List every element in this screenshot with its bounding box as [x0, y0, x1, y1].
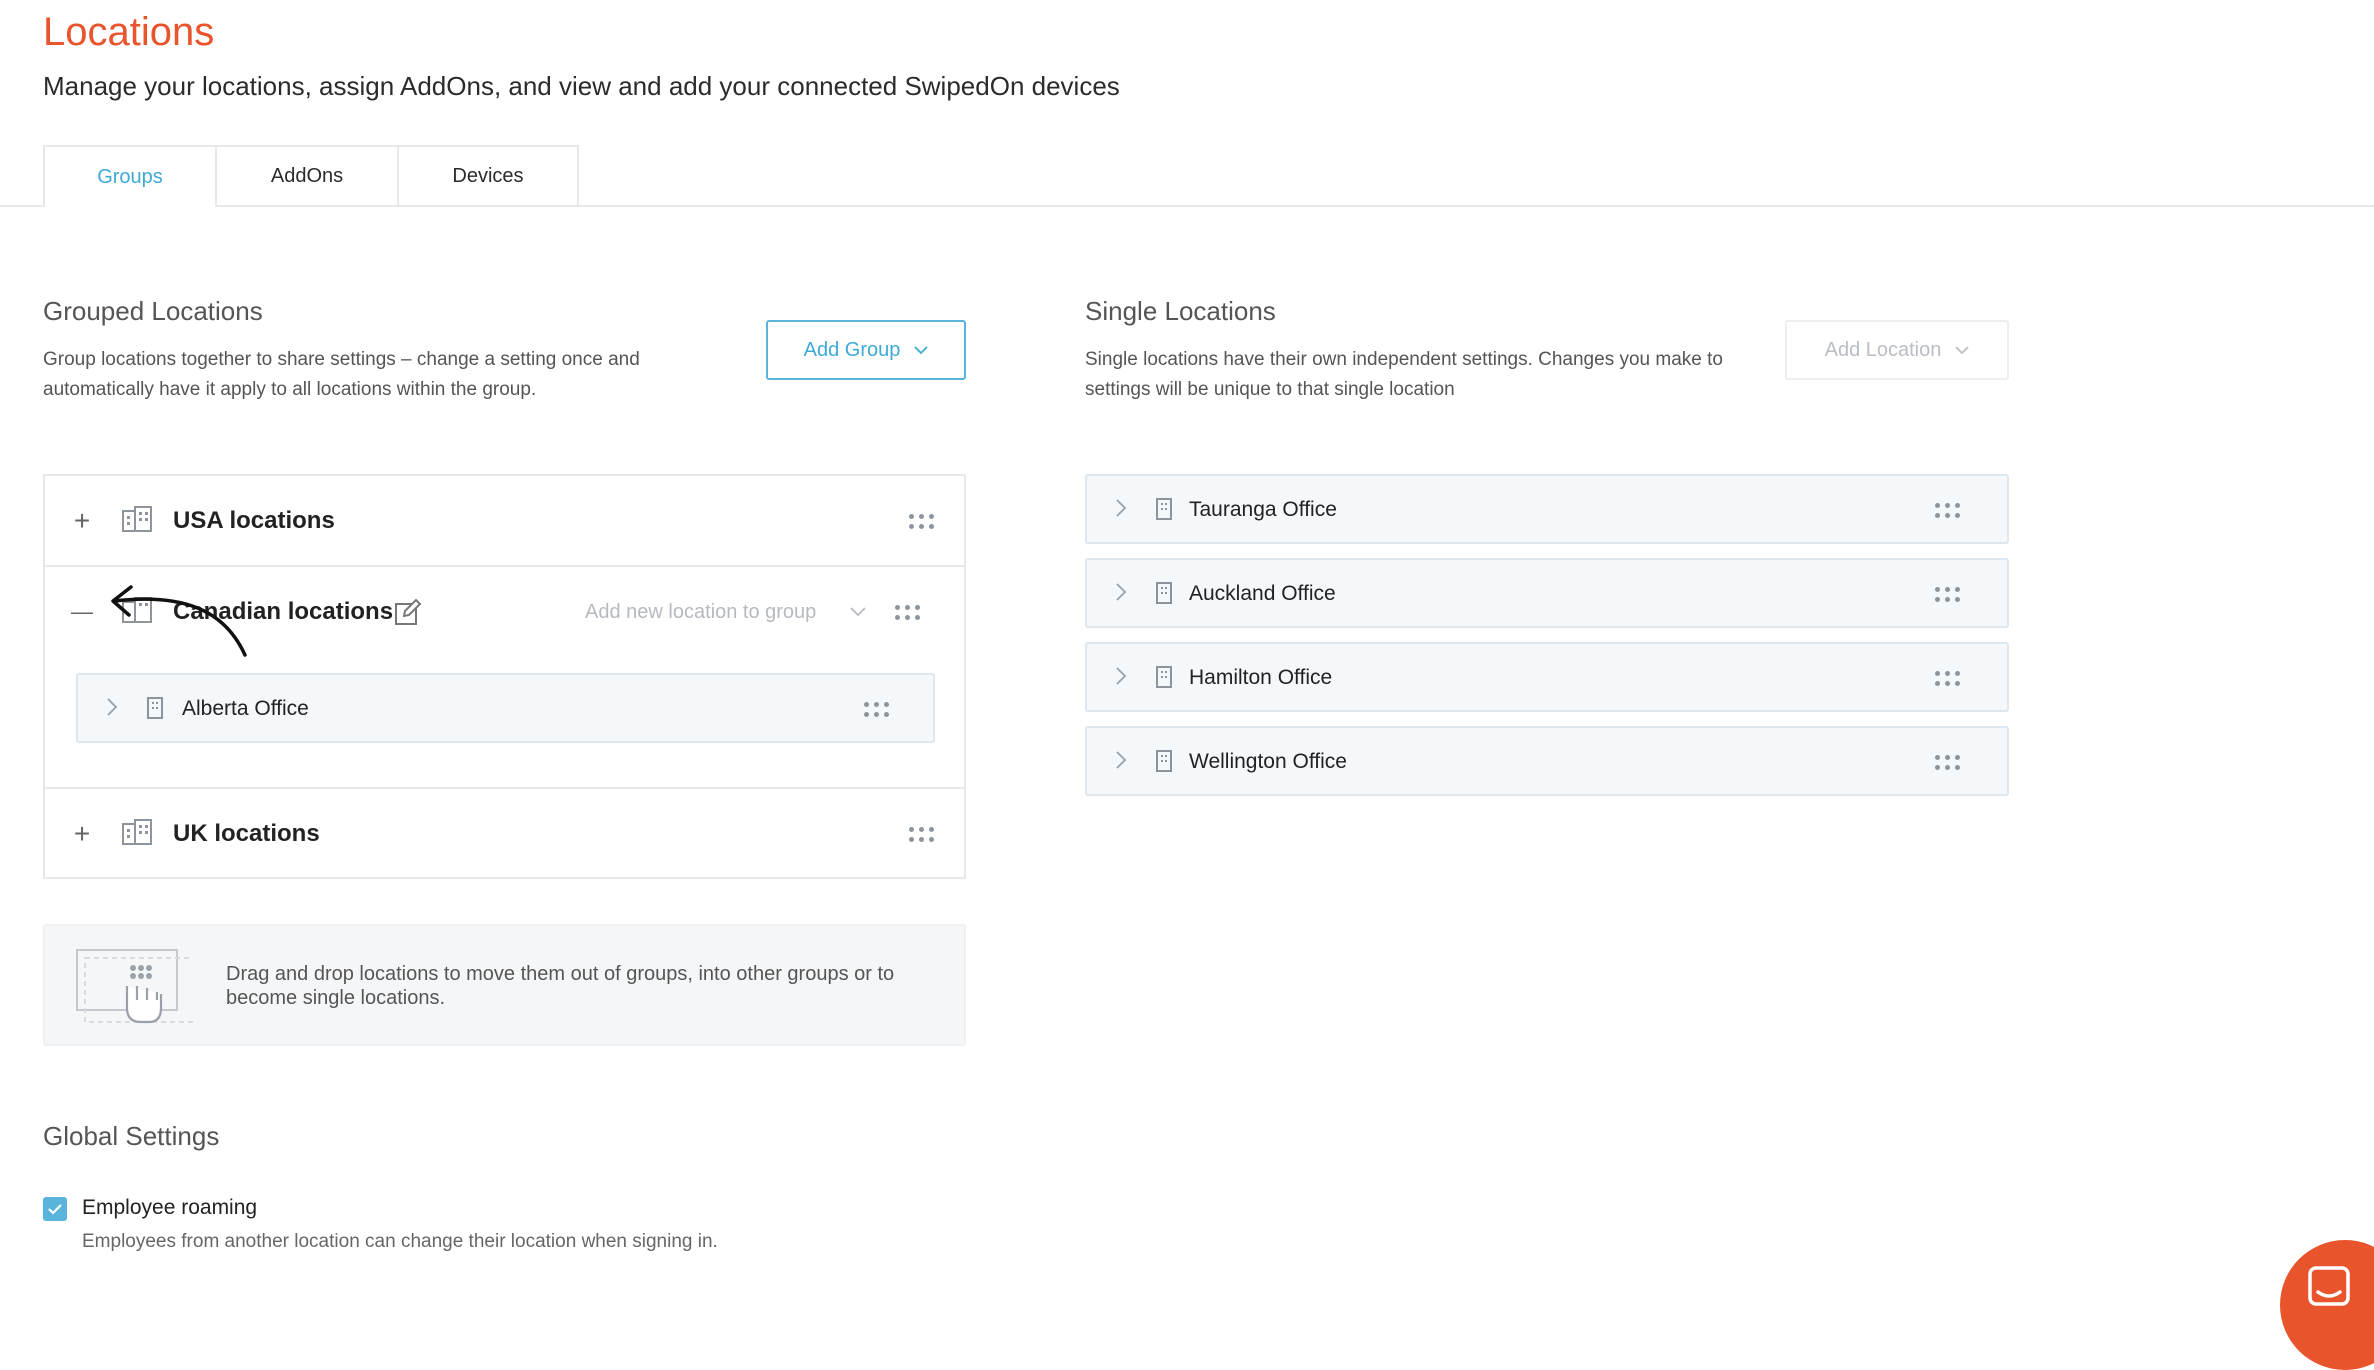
location-card-hamilton[interactable]	[1085, 642, 2009, 712]
page-subtitle: Manage your locations, assign AddOns, and view and add your connected SwipedOn devices	[43, 71, 1120, 101]
group-row-usa[interactable]	[45, 476, 964, 566]
drag-handle-icon[interactable]	[895, 605, 920, 620]
building-icon	[146, 697, 164, 719]
building-icon	[1155, 666, 1173, 688]
building-icon	[1155, 582, 1173, 604]
drag-drop-hint	[43, 924, 966, 1046]
chat-launcher-button[interactable]	[2280, 1240, 2374, 1370]
employee-roaming-checkbox[interactable]	[43, 1197, 67, 1221]
grouped-locations-panel	[43, 474, 966, 879]
tab-addons[interactable]: AddOns	[215, 145, 399, 205]
chevron-right-icon[interactable]	[106, 697, 118, 717]
add-location-to-group-select[interactable]: Add new location to group	[585, 600, 817, 623]
location-card-alberta[interactable]	[76, 673, 935, 743]
chevron-right-icon[interactable]	[1115, 582, 1127, 602]
hint-text-line-2: become single locations.	[226, 987, 446, 1009]
page-title: Locations	[43, 10, 215, 54]
drag-handle-icon[interactable]	[909, 514, 934, 529]
location-name: Alberta Office	[182, 697, 309, 720]
group-name: Canadian locations	[173, 598, 394, 625]
buildings-icon	[121, 505, 153, 533]
single-locations-title: Single Locations	[1085, 296, 1276, 326]
building-icon	[1155, 498, 1173, 520]
location-card-tauranga[interactable]	[1085, 474, 2009, 544]
employee-roaming-description: Employees from another location can change their location when signing in.	[82, 1231, 718, 1252]
grouped-locations-description: Group locations together to share settings – change a setting once and automatically have it apply to all locations within the group.	[43, 349, 640, 400]
tab-groups[interactable]: Groups	[43, 145, 217, 207]
collapse-icon[interactable]: —	[71, 599, 93, 624]
chevron-down-icon	[914, 345, 928, 355]
expand-icon[interactable]: +	[73, 818, 91, 849]
location-name: Tauranga Office	[1189, 498, 1337, 521]
hint-text-line-1: Drag and drop locations to move them out of groups, into other groups or to	[226, 963, 895, 985]
employee-roaming-label[interactable]: Employee roaming	[82, 1196, 258, 1219]
annotation-arrow-icon	[95, 581, 255, 661]
location-name: Auckland Office	[1189, 582, 1336, 605]
drag-handle-icon[interactable]	[1935, 503, 1960, 518]
location-card-wellington[interactable]	[1085, 726, 2009, 796]
group-name: UK locations	[173, 820, 320, 847]
expand-icon[interactable]: +	[73, 505, 91, 536]
location-card-auckland[interactable]	[1085, 558, 2009, 628]
location-name: Hamilton Office	[1189, 666, 1333, 689]
chat-icon	[2304, 1264, 2354, 1314]
chevron-down-icon[interactable]	[850, 607, 866, 617]
chevron-down-icon	[1955, 345, 1969, 355]
tab-devices[interactable]: Devices	[397, 145, 579, 205]
drag-handle-icon[interactable]	[1935, 671, 1960, 686]
grouped-locations-title: Grouped Locations	[43, 296, 263, 326]
add-location-button[interactable]: Add Location	[1785, 320, 2009, 380]
location-name: Wellington Office	[1189, 750, 1347, 773]
single-locations-description: Single locations have their own independent settings. Changes you make to settings will be unique to that single location	[1085, 349, 1723, 400]
building-icon	[1155, 750, 1173, 772]
drag-drop-illustration-icon	[75, 946, 193, 1028]
check-icon	[47, 1203, 63, 1215]
buildings-icon	[121, 818, 153, 846]
global-settings-title: Global Settings	[43, 1121, 220, 1151]
drag-handle-icon[interactable]	[864, 702, 889, 717]
add-group-button[interactable]: Add Group	[766, 320, 966, 380]
chevron-right-icon[interactable]	[1115, 750, 1127, 770]
chevron-right-icon[interactable]	[1115, 498, 1127, 518]
tab-bar	[0, 145, 2374, 207]
drag-handle-icon[interactable]	[909, 827, 934, 842]
edit-icon[interactable]	[394, 598, 422, 626]
drag-handle-icon[interactable]	[1935, 587, 1960, 602]
group-name: USA locations	[173, 507, 335, 534]
group-row-uk[interactable]	[45, 789, 964, 879]
drag-handle-icon[interactable]	[1935, 755, 1960, 770]
chevron-right-icon[interactable]	[1115, 666, 1127, 686]
